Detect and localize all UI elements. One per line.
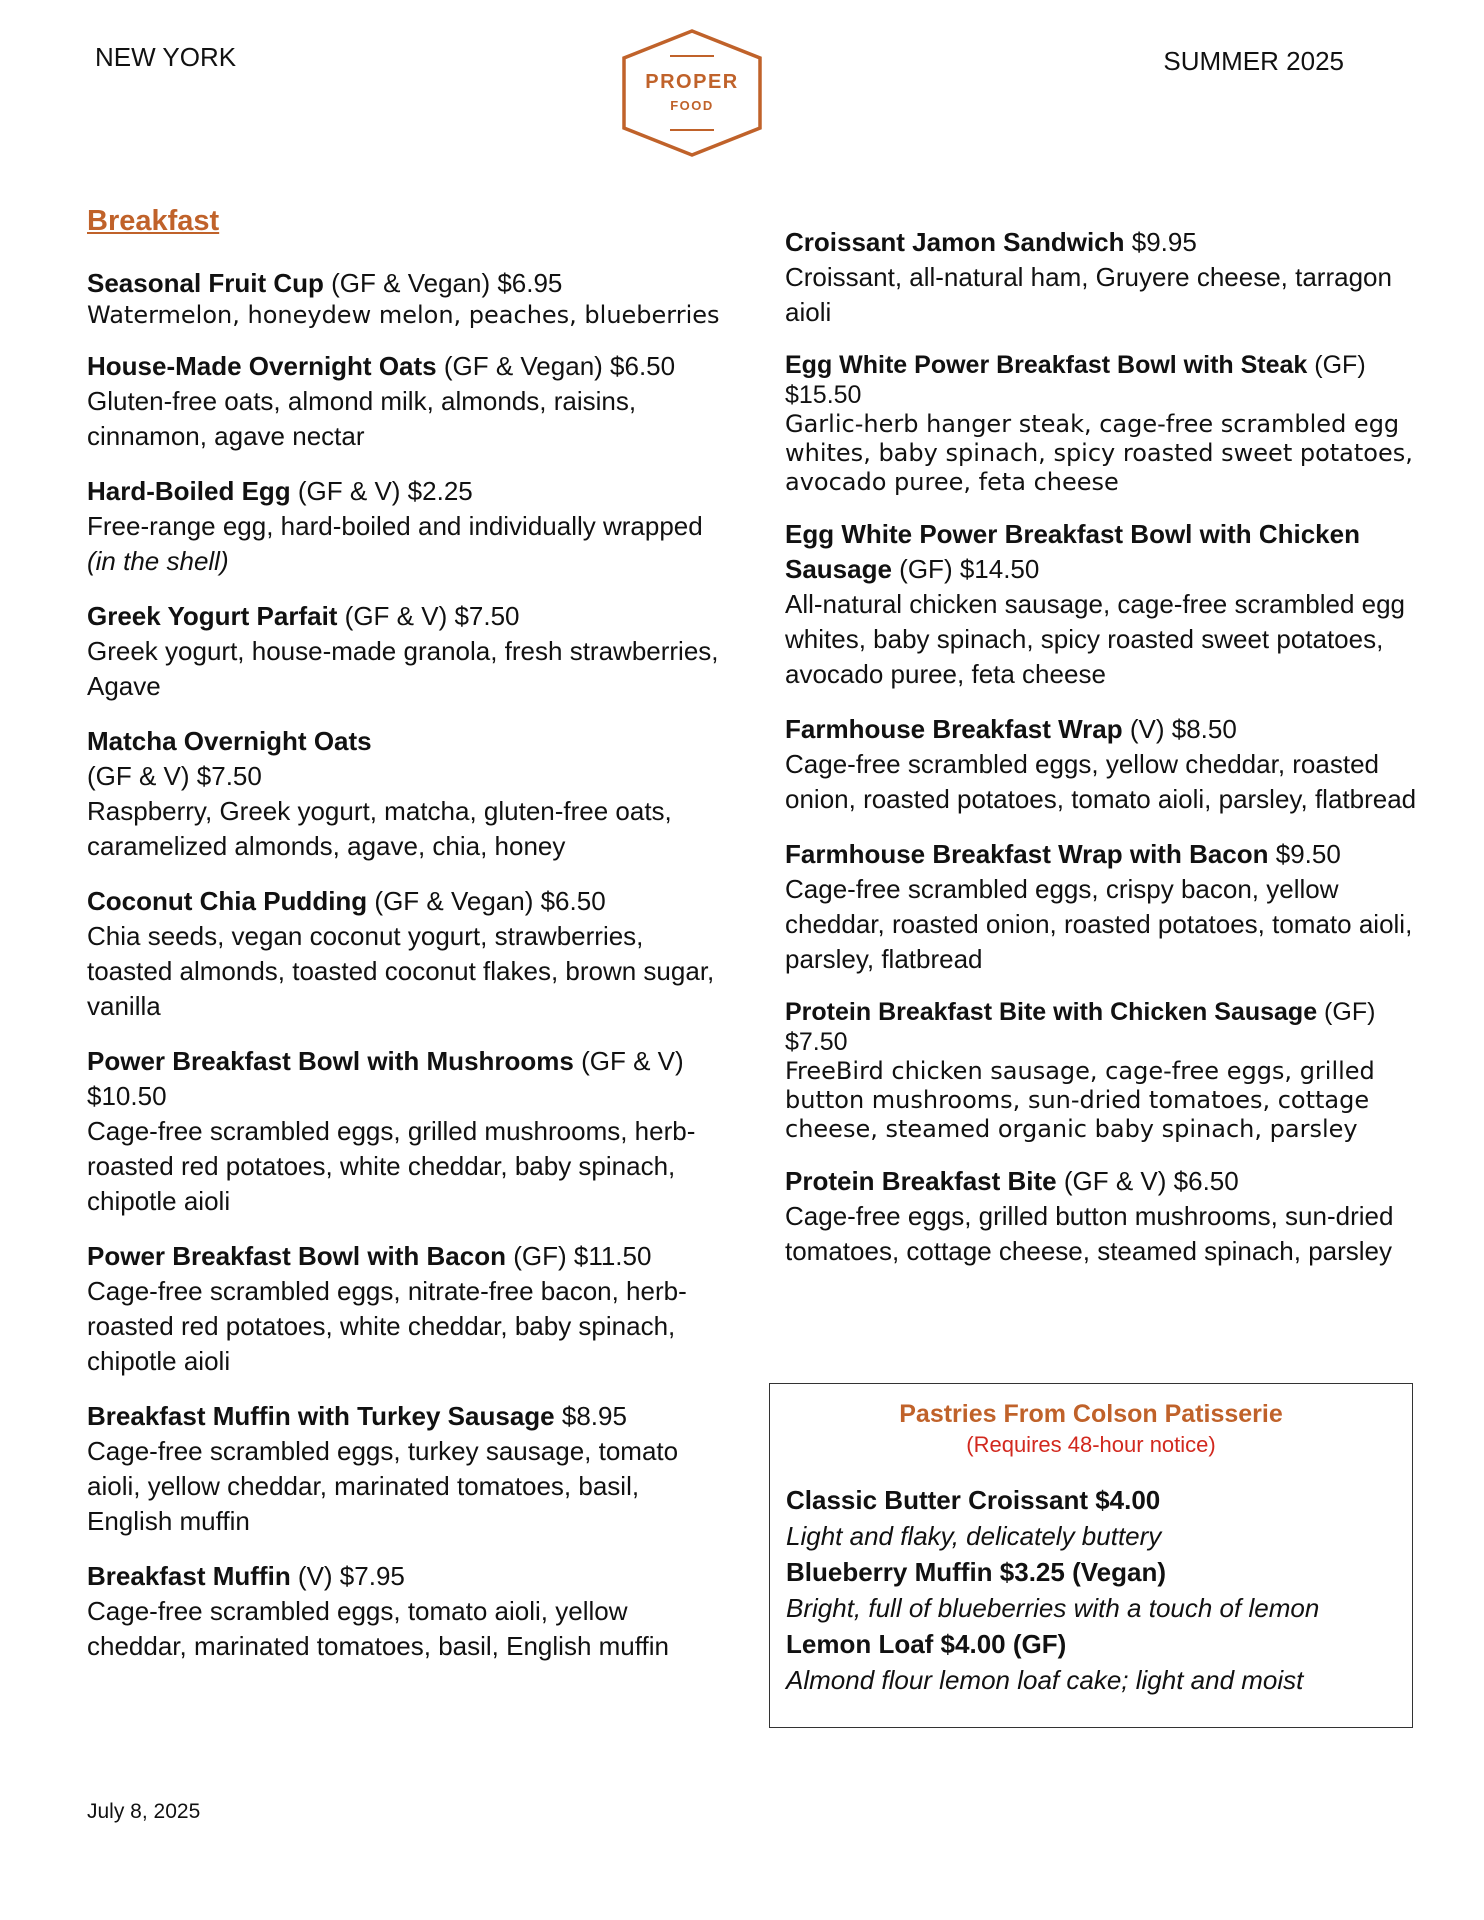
pastry-name: Classic Butter Croissant $4.00 [786, 1485, 1161, 1515]
item-desc: Cage-free scrambled eggs, nitrate-free bacon, herb-roasted red potatoes, white cheddar, baby spinach, chipotle aioli [87, 1276, 687, 1376]
pastry-desc: Light and flaky, delicately buttery [786, 1521, 1162, 1551]
item-name: Breakfast Muffin [87, 1561, 291, 1591]
logo-text-line2: FOOD [670, 98, 714, 113]
item-tags: (GF) $14.50 [891, 554, 1040, 584]
menu-item [785, 517, 1425, 692]
item-desc-italic: (in the shell) [87, 546, 229, 576]
item-tags: (GF & Vegan) $6.50 [436, 351, 676, 381]
item-name: Croissant Jamon Sandwich [785, 227, 1125, 257]
item-desc: Garlic-herb hanger steak, cage-free scrambled egg whites, baby spinach, spicy roasted sweet potatoes, avocado puree, feta cheese [785, 410, 1413, 496]
item-tags: $8.95 [554, 1401, 627, 1431]
pastry-name: Blueberry Muffin $3.25 (Vegan) [786, 1557, 1166, 1587]
footer-date: July 8, 2025 [87, 1800, 201, 1823]
item-name: Power Breakfast Bowl with Mushrooms [87, 1046, 574, 1076]
item-desc: Cage-free eggs, grilled button mushrooms, sun-dried tomatoes, cottage cheese, steamed spinach, parsley [785, 1201, 1394, 1266]
left-column [87, 205, 727, 1684]
menu-item [87, 724, 727, 864]
item-desc: Watermelon, honeydew melon, peaches, blueberries [87, 301, 720, 329]
menu-item [785, 997, 1425, 1144]
menu-item [87, 884, 727, 1024]
item-desc: All-natural chicken sausage, cage-free scrambled egg whites, baby spinach, spicy roasted sweet potatoes, avocado puree, feta cheese [785, 589, 1406, 689]
menu-item [785, 837, 1425, 977]
item-name: Coconut Chia Pudding [87, 886, 368, 916]
item-desc: Chia seeds, vegan coconut yogurt, strawberries, toasted almonds, toasted coconut flakes, brown sugar, vanilla [87, 921, 715, 1021]
menu-item [87, 474, 727, 579]
item-tags: $9.50 [1268, 839, 1341, 869]
item-name: Protein Breakfast Bite with Chicken Sausage [785, 998, 1318, 1026]
menu-item [87, 1044, 727, 1219]
menu-item [87, 266, 727, 329]
pastries-title: Pastries From Colson Patisserie [899, 1400, 1283, 1428]
pastries-box [769, 1383, 1413, 1728]
item-name: Protein Breakfast Bite [785, 1166, 1057, 1196]
item-tags: (GF & V) $7.50 [337, 601, 520, 631]
item-tags: (GF & V) $10.50 [87, 1046, 684, 1111]
item-desc: Cage-free scrambled eggs, turkey sausage, tomato aioli, yellow cheddar, marinated tomatoes, basil, English muffin [87, 1436, 679, 1536]
item-tags: (V) $8.50 [1122, 714, 1237, 744]
item-tags: (V) $7.95 [290, 1561, 405, 1591]
item-desc: Greek yogurt, house-made granola, fresh strawberries, Agave [87, 636, 719, 701]
menu-item [87, 1399, 727, 1539]
item-tags: (GF & V) $7.50 [87, 761, 262, 791]
item-tags: (GF & Vegan) $6.50 [367, 886, 606, 916]
item-desc: Croissant, all-natural ham, Gruyere cheese, tarragon aioli [785, 262, 1392, 327]
menu-item [785, 1164, 1425, 1269]
item-desc: Cage-free scrambled eggs, yellow cheddar, roasted onion, roasted potatoes, tomato aioli, parsley, flatbread [785, 749, 1417, 814]
item-desc: Cage-free scrambled eggs, crispy bacon, yellow cheddar, roasted onion, roasted potatoes, tomato aioli, parsley, flatbread [785, 874, 1413, 974]
section-title-breakfast: Breakfast [87, 205, 220, 237]
item-tags: (GF & Vegan) $6.95 [323, 268, 563, 298]
menu-item [785, 712, 1425, 817]
pastries-notice: (Requires 48-hour notice) [966, 1432, 1216, 1457]
item-desc: Free-range egg, hard-boiled and individually wrapped [87, 511, 703, 541]
item-name: Breakfast Muffin with Turkey Sausage [87, 1401, 555, 1431]
item-name: Greek Yogurt Parfait [87, 601, 338, 631]
menu-item [87, 599, 727, 704]
item-name: Farmhouse Breakfast Wrap [785, 714, 1123, 744]
proper-food-logo [620, 28, 764, 158]
logo-text-line1: PROPER [645, 71, 739, 93]
item-desc: FreeBird chicken sausage, cage-free eggs, grilled button mushrooms, sun-dried tomatoes, cottage cheese, steamed organic baby spinach, parsley [785, 1057, 1375, 1143]
menu-item [785, 225, 1425, 330]
right-column [785, 225, 1425, 1289]
item-tags: (GF) $15.50 [785, 351, 1366, 409]
menu-item [785, 350, 1425, 497]
item-name: Power Breakfast Bowl with Bacon [87, 1241, 506, 1271]
item-tags: (GF) $7.50 [785, 998, 1376, 1056]
item-desc: Raspberry, Greek yogurt, matcha, gluten-free oats, caramelized almonds, agave, chia, honey [87, 796, 672, 861]
item-name: Seasonal Fruit Cup [87, 268, 324, 298]
item-tags: $9.95 [1124, 227, 1197, 257]
item-desc: Gluten-free oats, almond milk, almonds, raisins, cinnamon, agave nectar [87, 386, 637, 451]
pastry-desc: Almond flour lemon loaf cake; light and moist [786, 1665, 1304, 1695]
item-name: Egg White Power Breakfast Bowl with Chicken Sausage [785, 519, 1360, 584]
item-desc: Cage-free scrambled eggs, tomato aioli, yellow cheddar, marinated tomatoes, basil, English muffin [87, 1596, 669, 1661]
menu-item [87, 1239, 727, 1379]
menu-item [87, 349, 727, 454]
menu-item [87, 1559, 727, 1664]
item-name: Farmhouse Breakfast Wrap with Bacon [785, 839, 1269, 869]
item-tags: (GF) $11.50 [505, 1241, 652, 1271]
item-name: Matcha Overnight Oats [87, 726, 372, 756]
item-name: Hard-Boiled Egg [87, 476, 291, 506]
pastry-name: Lemon Loaf $4.00 (GF) [786, 1629, 1067, 1659]
location-label: NEW YORK [95, 42, 237, 72]
pastry-desc: Bright, full of blueberries with a touch of lemon [786, 1593, 1320, 1623]
season-label: SUMMER 2025 [1163, 46, 1344, 76]
item-tags: (GF & V) $2.25 [290, 476, 473, 506]
item-name: House-Made Overnight Oats [87, 351, 437, 381]
item-desc-wrap [87, 509, 727, 579]
item-desc: Cage-free scrambled eggs, grilled mushrooms, herb-roasted red potatoes, white cheddar, baby spinach, chipotle aioli [87, 1116, 696, 1216]
item-name: Egg White Power Breakfast Bowl with Steak [785, 351, 1308, 379]
item-tags: (GF & V) $6.50 [1056, 1166, 1239, 1196]
